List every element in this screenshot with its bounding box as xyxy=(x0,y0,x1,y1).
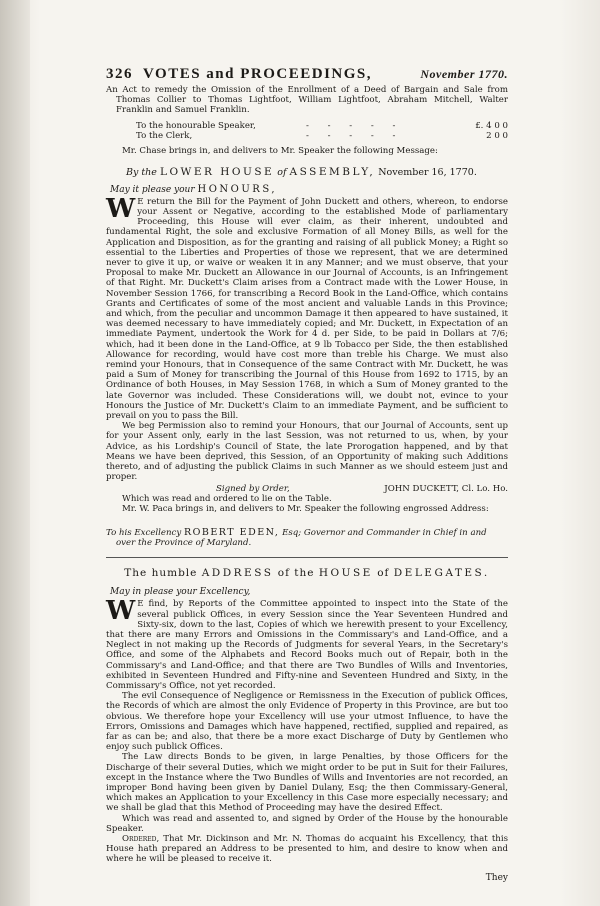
address-word: ADDRESS xyxy=(201,567,274,580)
table-line: Which was read and ordered to lie on the Table. xyxy=(122,493,332,504)
salutation-honours: HONOURS, xyxy=(197,183,277,195)
payment-amount: £. 4 0 0 xyxy=(475,120,508,131)
drop-cap: W xyxy=(106,193,136,224)
heading-prefix: By the xyxy=(126,166,157,178)
payment-amount: 2 0 0 xyxy=(486,130,508,141)
heading-of: of xyxy=(277,166,287,178)
address-text-1: E find, by Reports of the Committee appointed to inspect into the State of the several publick Offices, in every Session since the Year Seventeen Hundred and Sixty-six, down to the last, Copies of which we herewith present to your Excellency, that there are many Errors and Omissions in the Commissary's and Land-Office, and a Neglect in not making up the Records of Judgments for several Years, in the Secretary's Office, and some of the Alphabets and Record Books much out of Repair, both in the Commissary's and Land-Office; and that there are Two Bundles of Wills and Inventories, exhibited in Seventeen Hundred and Fifty-nine and Seventeen Hundred and Sixty, in the Commissary's Office, not yet recorded. xyxy=(106,599,508,691)
address-of: of the xyxy=(277,567,315,580)
message-paragraph-1 xyxy=(106,193,508,422)
heading-date: November 16, 1770. xyxy=(378,166,477,178)
drop-cap: W xyxy=(106,596,136,627)
paca-line: Mr. W. Paca brings in, and delivers to Mr. Speaker the following engrossed Address: xyxy=(122,503,489,514)
excellency-name: ROBERT EDEN, xyxy=(183,526,280,538)
running-header xyxy=(106,66,508,83)
address-house: HOUSE xyxy=(318,567,373,580)
excellency-heading xyxy=(106,528,508,548)
act-title: An Act to remedy the Omission of the Enrollment of a Deed of Bargain and Sale from Thomas Collier to Thomas Lightfoot, William Lightfoot, Abraham Mitchell, Walter Franklin and Samuel Franklin. xyxy=(106,85,508,116)
address-salutation: May in please your Excellency, xyxy=(110,587,251,598)
payment-dashes: - - - - - xyxy=(306,120,404,131)
ordered-paragraph xyxy=(106,834,508,865)
running-title: VOTES and PROCEEDINGS, xyxy=(143,66,373,82)
payment-dashes: - - - - - xyxy=(306,130,404,141)
payment-row xyxy=(106,121,508,131)
address-paragraph-3: The Law directs Bonds to be given, in large Penalties, by those Officers for the Discharge of their several Duties, which we might order to be put in Suit for their Failures, except in the Instance where the Two Bundles of Wills and Inventories are not recorded, an improper Bond having been given by Daniel Dulany, Esq; the then Commissary-General, which makes an Application to your Excellency in this Case more especially necessary; and we shall be glad that this Method of Proceeding may have the desired Effect. xyxy=(106,752,508,814)
payment-label: To the Clerk, xyxy=(136,130,193,141)
signature-block xyxy=(106,484,508,494)
assent-line: Which was read and assented to, and signed by Order of the House by the honourable Speaker. xyxy=(106,813,508,834)
excellency-to: To his Excellency xyxy=(106,527,182,538)
signed-label: Signed by Order, xyxy=(216,483,290,494)
section-divider xyxy=(106,557,508,558)
payment-label: To the honourable Speaker, xyxy=(136,120,256,131)
signed-name: JOHN DUCKETT, Cl. Lo. Ho. xyxy=(384,483,508,494)
salutation xyxy=(106,184,508,195)
payments-list xyxy=(106,121,508,141)
address-paragraph-2: The evil Consequence of Negligence or Remissness in the Execution of publick Offices, the Records of which are almost the only Evidence of Property in this Province, are but too obvious. We therefore hope your Excellency will use your utmost Influence, to have the Errors, Omissions and Damages which have happened, rectified, supplied and repaired, as far as can be; and also, that there be a more exact Discharge of Duty by Gentlemen who enjoy such publick Offices. xyxy=(106,691,508,753)
catchword: They xyxy=(485,872,508,883)
page-number: 326 xyxy=(106,66,133,82)
heading-assembly: ASSEMBLY, xyxy=(289,165,376,178)
ordered-lead: Ordered, xyxy=(122,833,160,844)
lower-house-heading xyxy=(106,166,508,178)
address-of2: of xyxy=(377,567,390,580)
address-paragraph-1 xyxy=(106,596,508,691)
heading-house: LOWER HOUSE xyxy=(159,165,275,178)
chase-message-line: Mr. Chase brings in, and delivers to Mr. Speaker the following Message: xyxy=(122,145,438,156)
payment-row xyxy=(106,131,508,141)
address-heading xyxy=(106,567,508,579)
ordered-text: That Mr. Dickinson and Mr. N. Thomas do acquaint his Excellency, that this House hath prepared an Address to be presented to him, and desire to know when and where he will be pleased to receive it. xyxy=(106,833,508,865)
address-delegates: DELEGATES. xyxy=(393,567,490,580)
address-lead: The humble xyxy=(124,567,198,580)
message-text-1: E return the Bill for the Payment of John Duckett and others, whereon, to endorse your Assent or Negative, according to the established Mode of parliamentary Proceeding, this House will ever claim, as their inherent, undoubted and fundamental Right, the sole and exclusive Formation of all Money Bills, as well for the Application and Disposition, as for the granting and raising of all publick Money; a Right so essential to the Liberties and Properties of those we represent, that we are determined never to give it up, or waive or weaken it in any Manner; and we must observe, that your Proposal to make Mr. Duckett an Allowance in our Journal of Accounts, is an Infringement of that Right. Mr. Duckett's Claim arises from a Contract made with the Lower House, in November Session 1766, for transcribing a Record Book in the Land-Office, which contains Grants and Certificates of some of the most ancient and valuable Lands in this Province; and which, from the peculiar and uncommon Damage it then appeared to have sustained, it was deemed necessary to have immediately copied; and Mr. Duckett, in Expectation of an immediate Payment, undertook the Work for 4 d. per Side, to be paid in Dollars at 7/6; which, had it been done in the Land-Office, at 9 lb Tobacco per Side, the then established Allowance for recording, would have cost more than treble his Charge. We must also remind your Honours, that in Consequence of the same Contract with Mr. Duckett, he was paid a Sum of Money for transcribing the Journal of this House from 1692 to 1715, by an Ordinance of both Houses, in May Session 1768, in which a Sum of Money granted to the late Governor was included. These Considerations will, we doubt not, evince to your Honours the Justice of Mr. Duckett's Claim to an immediate Payment, and be sufficient to prevail on you to pass the Bill. xyxy=(106,196,508,422)
page-binding-shadow xyxy=(0,0,30,906)
excellency-rest: Esq; Governor and Commander in Chief in and over the Province of Maryland. xyxy=(116,527,487,549)
running-date: November 1770. xyxy=(420,67,508,81)
salutation-lead: May it please your xyxy=(110,184,195,195)
message-paragraph-2: We beg Permission also to remind your Honours, that our Journal of Accounts, sent up for your Assent only, early in the last Session, was not returned to us, when, by your Advice, as his Lordship's Council of State, the late Prorogation happened, and by that Means we have been deprived, this Session, of an Opportunity of making such Additions thereto, and of adjusting the publick Claims in such Manner as we should esteem just and proper. xyxy=(106,421,508,483)
